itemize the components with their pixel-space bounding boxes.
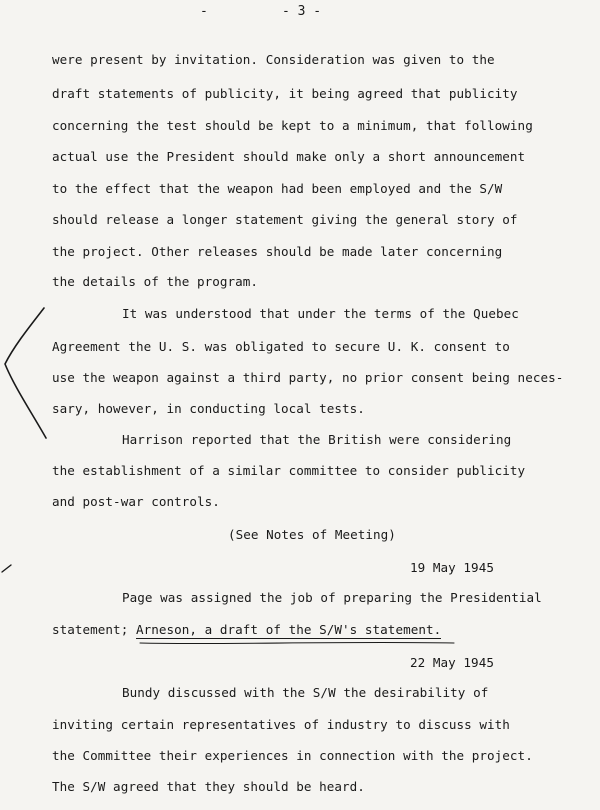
date-heading: 22 May 1945 bbox=[410, 655, 494, 670]
text-line bbox=[52, 622, 441, 637]
text-line: the details of the program. bbox=[52, 274, 259, 289]
margin-bracket-mark bbox=[0, 300, 60, 450]
date-heading: 19 May 1945 bbox=[410, 560, 494, 575]
text-line: should release a longer statement giving the general story of bbox=[52, 212, 518, 227]
notes-reference: (See Notes of Meeting) bbox=[228, 527, 396, 542]
handwritten-underline-mark bbox=[138, 639, 458, 647]
text-line: the establishment of a similar committee to consider publicity bbox=[52, 463, 526, 478]
text-line: It was understood that under the terms of the Quebec bbox=[122, 306, 519, 321]
text-line: Harrison reported that the British were considering bbox=[122, 432, 512, 447]
text-line: concerning the test should be kept to a minimum, that following bbox=[52, 118, 533, 133]
text-line: Bundy discussed with the S/W the desirability of bbox=[122, 685, 489, 700]
text-line: Agreement the U. S. was obligated to secure U. K. consent to bbox=[52, 339, 510, 354]
text-line: were present by invitation. Consideration was given to the bbox=[52, 52, 495, 67]
page-number: - 3 - bbox=[282, 4, 322, 19]
text-line: actual use the President should make only a short announcement bbox=[52, 149, 526, 164]
text-segment: statement; bbox=[52, 622, 136, 637]
margin-tick-mark bbox=[0, 560, 20, 576]
text-line: the Committee their experiences in connection with the project. bbox=[52, 748, 533, 763]
text-line: draft statements of publicity, it being agreed that publicity bbox=[52, 86, 518, 101]
text-line: and post-war controls. bbox=[52, 494, 220, 509]
text-line: to the effect that the weapon had been employed and the S/W bbox=[52, 181, 503, 196]
text-line: Page was assigned the job of preparing the Presidential bbox=[122, 590, 542, 605]
text-line: sary, however, in conducting local tests. bbox=[52, 401, 365, 416]
header-dash: - bbox=[200, 4, 208, 19]
text-line: inviting certain representatives of industry to discuss with bbox=[52, 717, 510, 732]
underlined-text: Arneson, a draft of the S/W's statement. bbox=[135, 622, 442, 637]
page-header bbox=[0, 4, 600, 24]
text-line: use the weapon against a third party, no prior consent being neces- bbox=[52, 370, 564, 385]
text-line: The S/W agreed that they should be heard. bbox=[52, 779, 365, 794]
text-line: the project. Other releases should be made later concerning bbox=[52, 244, 503, 259]
